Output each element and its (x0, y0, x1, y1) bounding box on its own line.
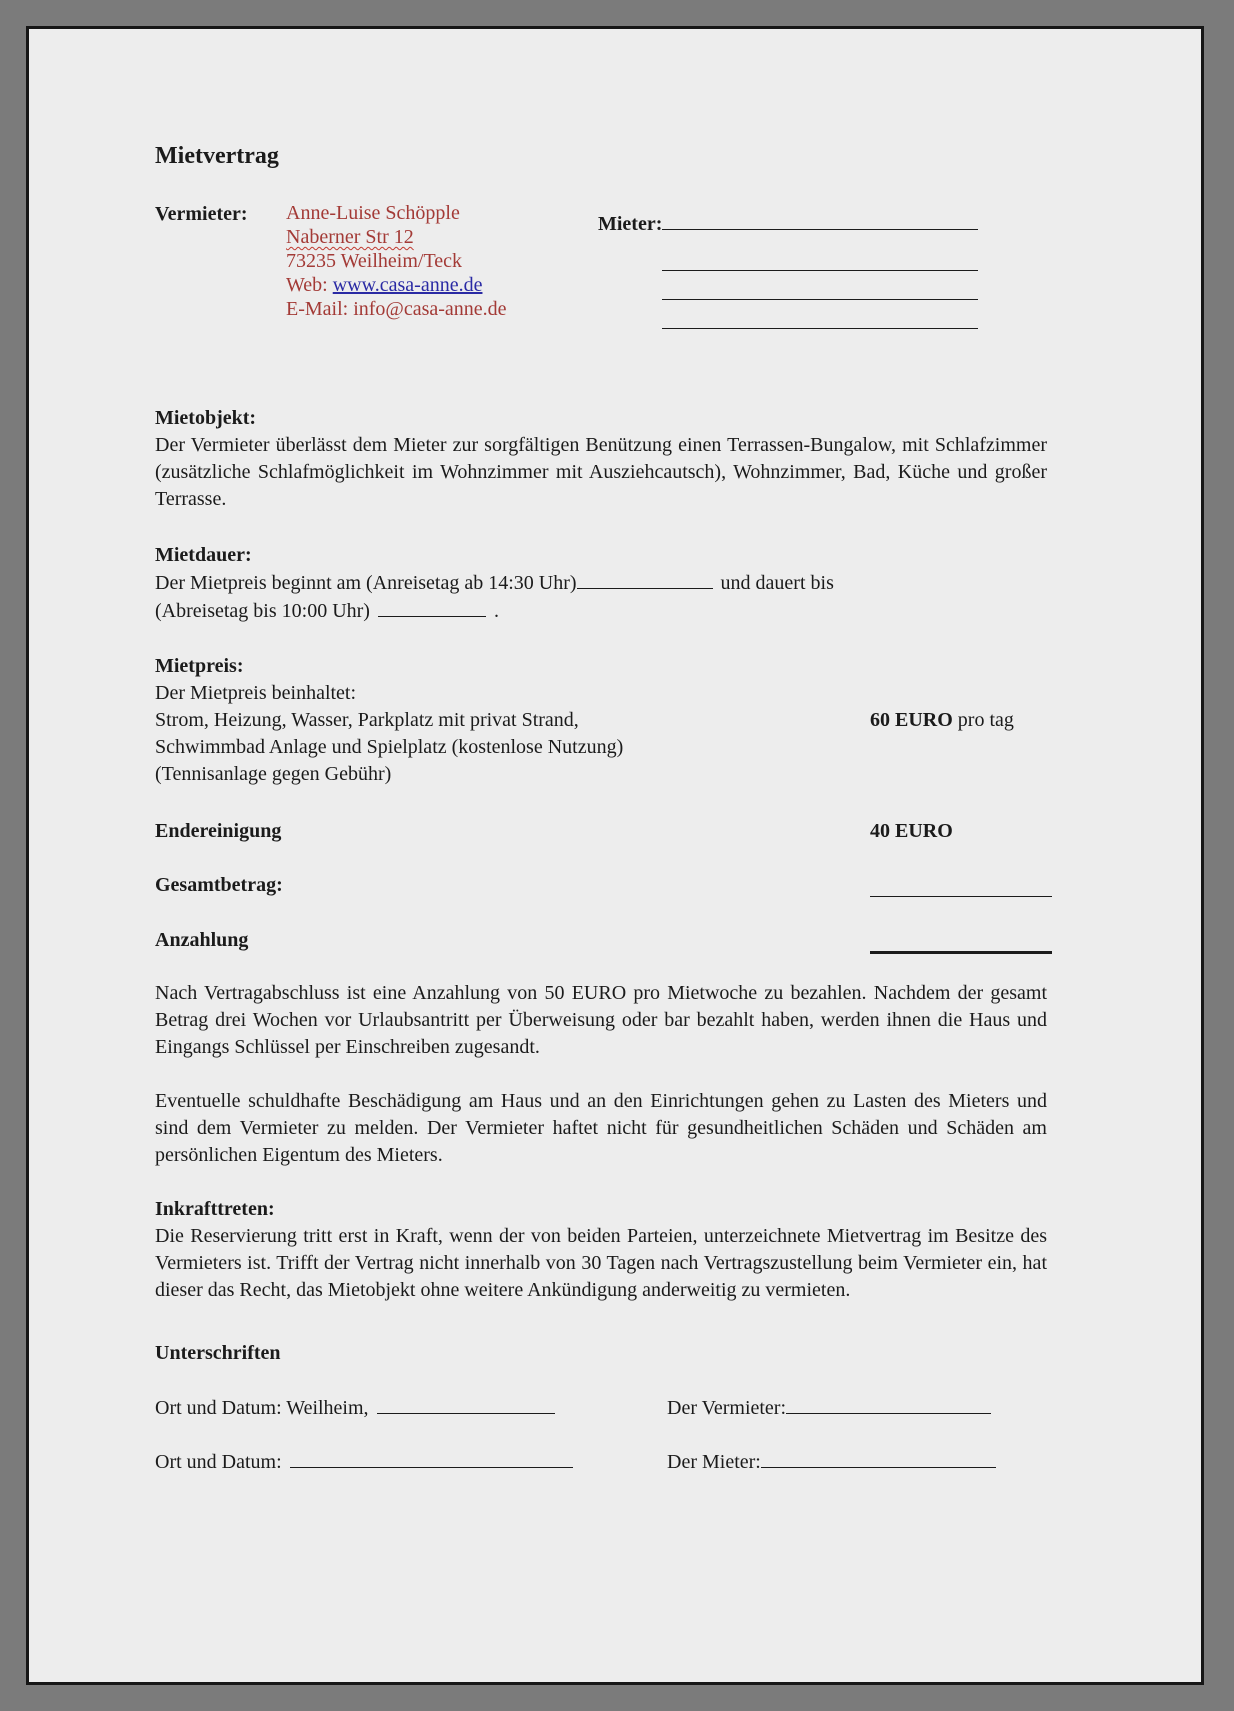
section-inkrafttreten (155, 1196, 1047, 1304)
gesamtbetrag-blank (870, 872, 1052, 897)
mietdauer-heading: Mietdauer: (155, 544, 252, 566)
mietpreis-item: Schwimmbad Anlage und Spielplatz (kostenlose Nutzung) (155, 736, 624, 758)
mieter-signature (667, 1448, 996, 1476)
contract-page (26, 26, 1204, 1685)
parties-block (155, 201, 1047, 329)
mietobjekt-body: Der Vermieter überlässt dem Mieter zur sorgfältigen Benützung einen Terrassen-Bungalow, mit Schlafzimmer (zusätzliche Schlafmöglichkeit im Wohnzimmer mit Ausziehcautsch), Wohnzimmer, Bad, Küche und großer Terrasse. (155, 434, 1047, 510)
vermieter-label: Vermieter: (155, 203, 248, 225)
endereinigung-amount: 40 EURO (870, 820, 953, 842)
signature-row-mieter (155, 1448, 1047, 1475)
page-content (155, 141, 1047, 1475)
row-gesamtbetrag (155, 872, 1047, 899)
paragraph-haftung: Eventuelle schuldhafte Beschädigung am Haus und an den Einrichtungen gehen zu Lasten des Mieters und sind dem Vermieter zu melden. Der Vermieter haftet nicht für gesundheitlichen Schäden und Schäden am persönlichen Eigentum des Mieters. (155, 1090, 1047, 1166)
mieter-name-blank (662, 211, 978, 230)
web-label: Web: (286, 274, 333, 296)
signature-row-vermieter (155, 1394, 1047, 1421)
mieter-blank-line (662, 300, 978, 329)
section-mietpreis (155, 653, 1047, 788)
vermieter-signature (667, 1394, 991, 1422)
mieter-blank-line (662, 271, 978, 300)
ort-datum-vermieter-label: Ort und Datum: Weilheim, (155, 1397, 369, 1419)
abreisetag-text: (Abreisetag bis 10:00 Uhr) (155, 600, 370, 622)
vermieter-address (286, 201, 598, 329)
vermieter-signature-blank (786, 1394, 991, 1414)
ort-datum-mieter-blank (290, 1448, 573, 1468)
mieter-block (598, 211, 978, 329)
mietpreis-heading: Mietpreis: (155, 655, 244, 677)
abreisetag-blank (378, 597, 486, 617)
anreisetag-blank (577, 569, 713, 589)
mietpreis-item-text: Strom, Heizung, Wasser, Parkplatz mit privat Strand, (155, 709, 579, 731)
paragraph-anzahlung: Nach Vertragabschluss ist eine Anzahlung von 50 EURO pro Mietwoche zu bezahlen. Nachdem der gesamt Betrag drei Wochen vor Urlaubsantritt per Überweisung oder bar bezahlt haben, werden ihnen die Haus und Eingangs Schlüssel per Einschreiben zugesandt. (155, 982, 1047, 1058)
mietdauer-line1 (155, 569, 1047, 597)
section-mietobjekt (155, 405, 1047, 513)
price-per-day (870, 707, 1014, 734)
website-link[interactable]: www.casa-anne.de (332, 274, 483, 296)
anreisetag-text: Der Mietpreis beginnt am (Anreisetag ab 14:30 Uhr) (155, 572, 577, 594)
vermieter-city: 73235 Weilheim/Teck (286, 250, 463, 272)
inkrafttreten-heading: Inkrafttreten: (155, 1198, 275, 1220)
vermieter-email-line: E-Mail: info@casa-anne.de (286, 298, 507, 320)
der-vermieter-label: Der Vermieter: (667, 1397, 787, 1419)
price-unit: pro tag (952, 709, 1014, 731)
mieter-label: Mieter: (598, 213, 663, 235)
ort-datum-vermieter-blank (377, 1394, 555, 1414)
section-mietdauer (155, 542, 1047, 625)
inkrafttreten-body: Die Reservierung tritt erst in Kraft, wenn der von beiden Parteien, unterzeichnete Mietvertrag im Besitze des Vermieters ist. Trifft der Vertrag nicht innerhalb von 30 Tagen nach Vertragszustellung beim Vermieter ein, hat dieser das Recht, das Mietobjekt ohne weitere Ankündigung anderweitig zu vermieten. (155, 1225, 1047, 1301)
mietobjekt-heading: Mietobjekt: (155, 407, 257, 429)
mietpreis-item (155, 707, 1047, 734)
row-anzahlung (155, 927, 1047, 954)
endereinigung-label: Endereinigung (155, 820, 282, 842)
page-title: Mietvertrag (155, 143, 279, 169)
row-endereinigung (155, 818, 1047, 845)
vermieter-web-line (286, 273, 598, 297)
vermieter-name: Anne-Luise Schöpple (286, 202, 460, 224)
der-mieter-label: Der Mieter: (667, 1451, 761, 1473)
mietpreis-item: (Tennisanlage gegen Gebühr) (155, 763, 392, 785)
mieter-row (598, 211, 978, 238)
anzahlung-label: Anzahlung (155, 929, 249, 951)
vermieter-street: Naberner Str 12 (286, 226, 414, 248)
mietpreis-intro: Der Mietpreis beinhaltet: (155, 682, 357, 704)
mietdauer-line2 (155, 597, 1047, 625)
price-amount: 60 EURO (870, 709, 953, 731)
mieter-blank-line (662, 242, 978, 271)
period-text: . (493, 600, 499, 622)
unterschriften-heading: Unterschriften (155, 1342, 281, 1364)
anzahlung-blank (870, 927, 1052, 954)
ort-datum-mieter-label: Ort und Datum: (155, 1451, 282, 1473)
gesamtbetrag-label: Gesamtbetrag: (155, 874, 283, 896)
mieter-signature-blank (761, 1448, 996, 1468)
section-unterschriften (155, 1340, 1047, 1475)
dauert-bis-text: und dauert bis (720, 572, 834, 594)
